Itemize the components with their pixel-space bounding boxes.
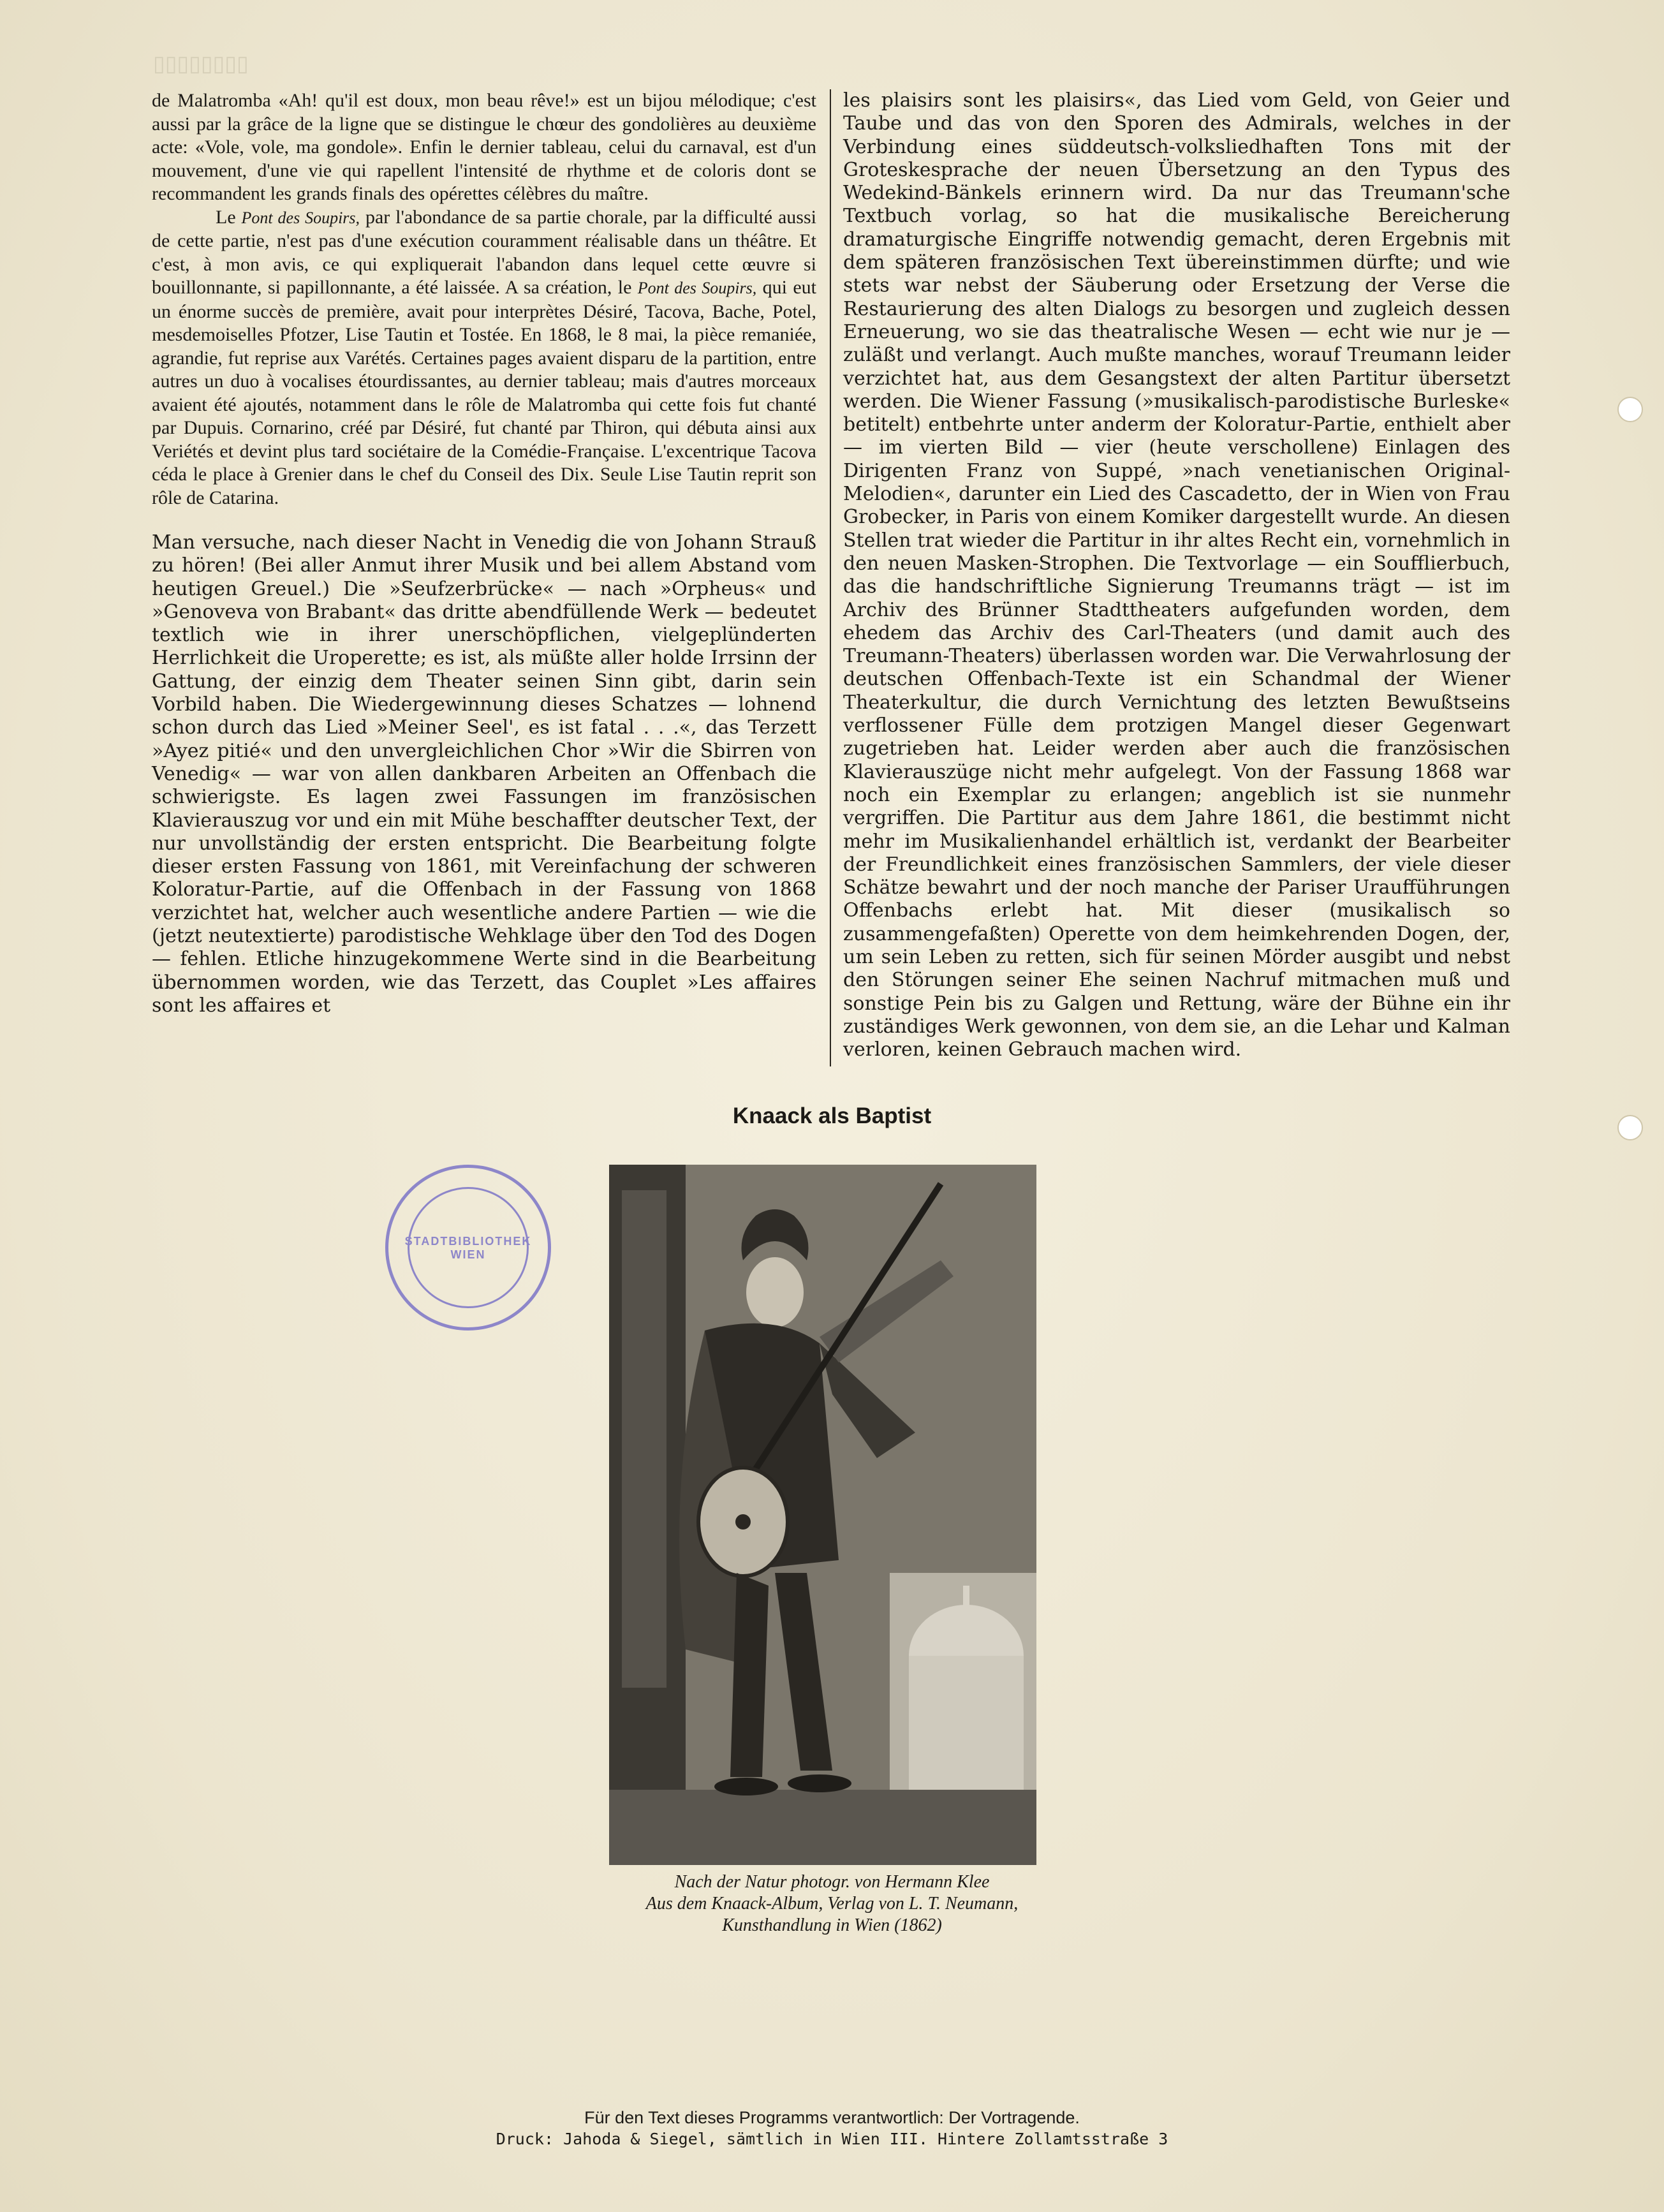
figure-title: Knaack als Baptist — [732, 1103, 932, 1128]
photo-caption — [0, 1871, 1664, 1936]
bleed-through-decor: ▯▯▯▯▯▯▯▯ — [153, 52, 249, 76]
french-paragraph: de Malatromba «Ah! qu'il est doux, mon beau rêve!» est un bijou mélodique; c'est aussi par la grâce de la ligne que se distingue le chœur des gondolières au deuxième acte: «Vole, vole, ma gondole». Enfin le dernier tableau, celui du carnaval, est d'un mouvement, d'une vie qui rapellent l'intensité de rhythme et de coloris dont se recommandent les grands finals des opérettes célèbres du maître. — [152, 90, 816, 204]
portrait-photo — [609, 1165, 1036, 1865]
german-text — [152, 531, 816, 1017]
punch-hole — [1617, 397, 1643, 422]
german-paragraph: les plaisirs sont les plaisirs«, das Lied vom Geld, von Geier und Taube und das von den Sporen des Admirals, welches in der Verbindung eines süddeutsch-volksliedhaften Tons mit der Groteskesprache der neuen Übersetzung an den Typus des Wedekind-Bänkels erinnern wird. Da nur das Treumann'sche Textbuch vorlag, so hat die musikalische Bereicherung dramaturgische Eingriffe notwendig gemacht, deren Ergebnis mit dem späteren französischen Text übereinstimmen dürfte; und wie stets war nebst der Säuberung oder Ersetzung der Verse die Restaurierung des alten Dialogs zu besorgen und zugleich dessen Erneuerung, wo sie das theatralische Wesen — echt wie nur je — zuläßt und verlangt. Auch mußte manches, worauf Treumann leider verzichtet hat, aus dem Gesangstext der alten Partitur übersetzt werden. Die Wiener Fassung (»musikalisch-parodistische Burleske« betitelt) entbehrte unter anderm der Koloratur-Partie, enthielt aber — im vierten Bild — vier (heute verschollene) Einlagen des Dirigenten Franz von Suppé, »nach venetianischen Original-Melodien«, darunter ein Lied des Cascadetto, der in Wien von Frau Grobecker, in Paris von einem Komiker dargestellt wurde. An diesen Stellen trat wieder die Partitur in ihr altes Recht ein, vornehmlich in den neuen Masken-Strophen. Die Textvorlage — ein Soufflierbuch, das die handschriftliche Signierung Treumanns trägt — ist im Archiv des Brünner Stadttheaters aufgefunden worden, dem ehedem das Archiv des Carl-Theaters (und damit auch des Treumann-Theaters) überlassen worden war. Die Verwahrlosung der deutschen Offenbach-Texte ist ein Schandmal der Wiener Theaterkultur, die durch Vernichtung des letzten Bewußtseins verflossener Fülle dem protzigen Mangel dieser Gegenwart zugetrieben hat. Leider werden aber auch die französischen Klavierauszüge nicht mehr aufgelegt. Von der Fassung 1868 war noch ein Exemplar zu erlangen; angeblich ist sie nunmehr vergriffen. Die Partitur aus dem Jahre 1861, die bestimmt nicht mehr im Musikalienhandel erhältlich ist, verdankt der Bearbeiter der Freundlichkeit eines französischen Sammlers, der viele dieser Schätze bewahrt und der noch manche der Pariser Uraufführungen Offenbachs erlebt hat. Mit dieser (musikalisch so zusammengefaßten) Operette von dem heimkehrenden Dogen, der, um sein Leben zu retten, sich für seinen Mörder ausgibt und nebst den Störungen seiner Ehe seinen Nachruf mitmachen muß und sonstige Pein bis zu Galgen und Rettung, wäre der Bühne ein ihr zuständiges Werk gewonnen, von dem sie, an die Lehar und Kalman verloren, keinen Gebrauch machen wird. — [843, 89, 1510, 1061]
column-divider — [830, 89, 831, 1066]
photo-caption-line: Kunsthandlung in Wien (1862) — [722, 1915, 942, 1935]
right-column — [843, 89, 1510, 1061]
photo-caption-line: Aus dem Knaack-Album, Verlag von L. T. Neumann, — [645, 1894, 1019, 1913]
left-column — [152, 89, 816, 1017]
library-stamp — [385, 1165, 551, 1331]
photo-caption-line: Nach der Natur photogr. von Hermann Klee — [674, 1872, 990, 1892]
german-text — [843, 89, 1510, 1061]
photo-illustration — [609, 1165, 1036, 1865]
german-paragraph: Man versuche, nach dieser Nacht in Venedig die von Johann Strauß zu hören! (Bei aller Anmut ihrer Musik und bei allem Abstand vom heutigen Greuel.) Die »Seufzerbrücke« — nach »Orpheus« und »Genoveva von Brabant« das dritte abendfüllende Werk — bedeutet textlich wie in ihrer unerschöpflichen, vielgeplünderten Herrlichkeit die Uroperette; es ist, als müßte aller holde Irrsinn der Gattung, der einzig dem Theater seinen Sinn gibt, darin sein Vorbild haben. Die Wiedergewinnung dieses Schatzes — lohnend schon durch das Lied »Meiner Seel', es ist fatal . . .«, das Terzett »Ayez pitié« und den unvergleichlichen Chor »Wir die Sbirren von Venedig« — war von allen dankbaren Arbeiten an Offenbach die schwierigste. Es lagen zwei Fassungen im französischen Klavierauszug vor und ein mit Mühe beschaffter deutscher Text, der nur unvollständig der ersten entspricht. Die Bearbeitung folgte dieser ersten Fassung von 1861, mit Vereinfachung der schweren Koloratur-Partie, auf die Offenbach in der Fassung von 1868 verzichtet hat, welcher auch wesentliche andere Partien — wie die (jetzt neutextierte) parodistische Wehklage über den Tod des Dogen — fehlen. Etliche hinzugekommene Werte sind in die Bearbeitung übernommen worden, wie das Terzett, das Couplet »Les affaires sont les affaires et — [152, 531, 816, 1017]
work-title: Pont des Soupirs, — [637, 279, 757, 297]
work-title: Pont des Soupirs, — [241, 208, 360, 227]
footer — [0, 2107, 1664, 2149]
stamp-text: STADTBIBLIOTHEK WIEN — [404, 1235, 532, 1261]
french-paragraph: Le Pont des Soupirs, par l'abondance de sa partie chorale, par la difficulté aussi de cette partie, n'est pas d'une exécution couramment réalisable dans un théâtre. Et c'est, à mon avis, ce qui expliquerait l'abandon dans lequel cette œuvre si bouillonnante, si papillonnante, a été laissée. A sa création, le Pont des Soupirs, qui eut un énorme succès de première, avait pour interprètes Désiré, Tacova, Bache, Potel, mesdemoiselles Pfotzer, Lise Tautin et Tostée. En 1868, le 8 mai, la pièce remaniée, agrandie, fut reprise aux Varétés. Certaines pages avaient disparu de la partition, entre autres un duo à vocalises étourdissantes, au dernier tableau; mais d'autres morceaux avaient été ajoutés, notamment dans le rôle de Malatromba qui cette fois fut chanté par Dupuis. Cornarino, créé par Désiré, fut chanté par Thiron, qui débuta ainsi aux Veriétés et devint plus tard sociétaire de la Comédie-Française. L'excentrique Tacova céda le place à Grenier dans le chef du Conseil des Dix. Seule Lise Tautin reprit son rôle de Catarina. — [152, 206, 816, 508]
footer-responsibility: Für den Text dieses Programms verantwortlich: Der Vortragende. — [584, 2108, 1080, 2127]
footer-printer: Druck: Jahoda & Siegel, sämtlich in Wien III. Hintere Zollamtsstraße 3 — [496, 2130, 1168, 2148]
french-text — [152, 89, 816, 510]
